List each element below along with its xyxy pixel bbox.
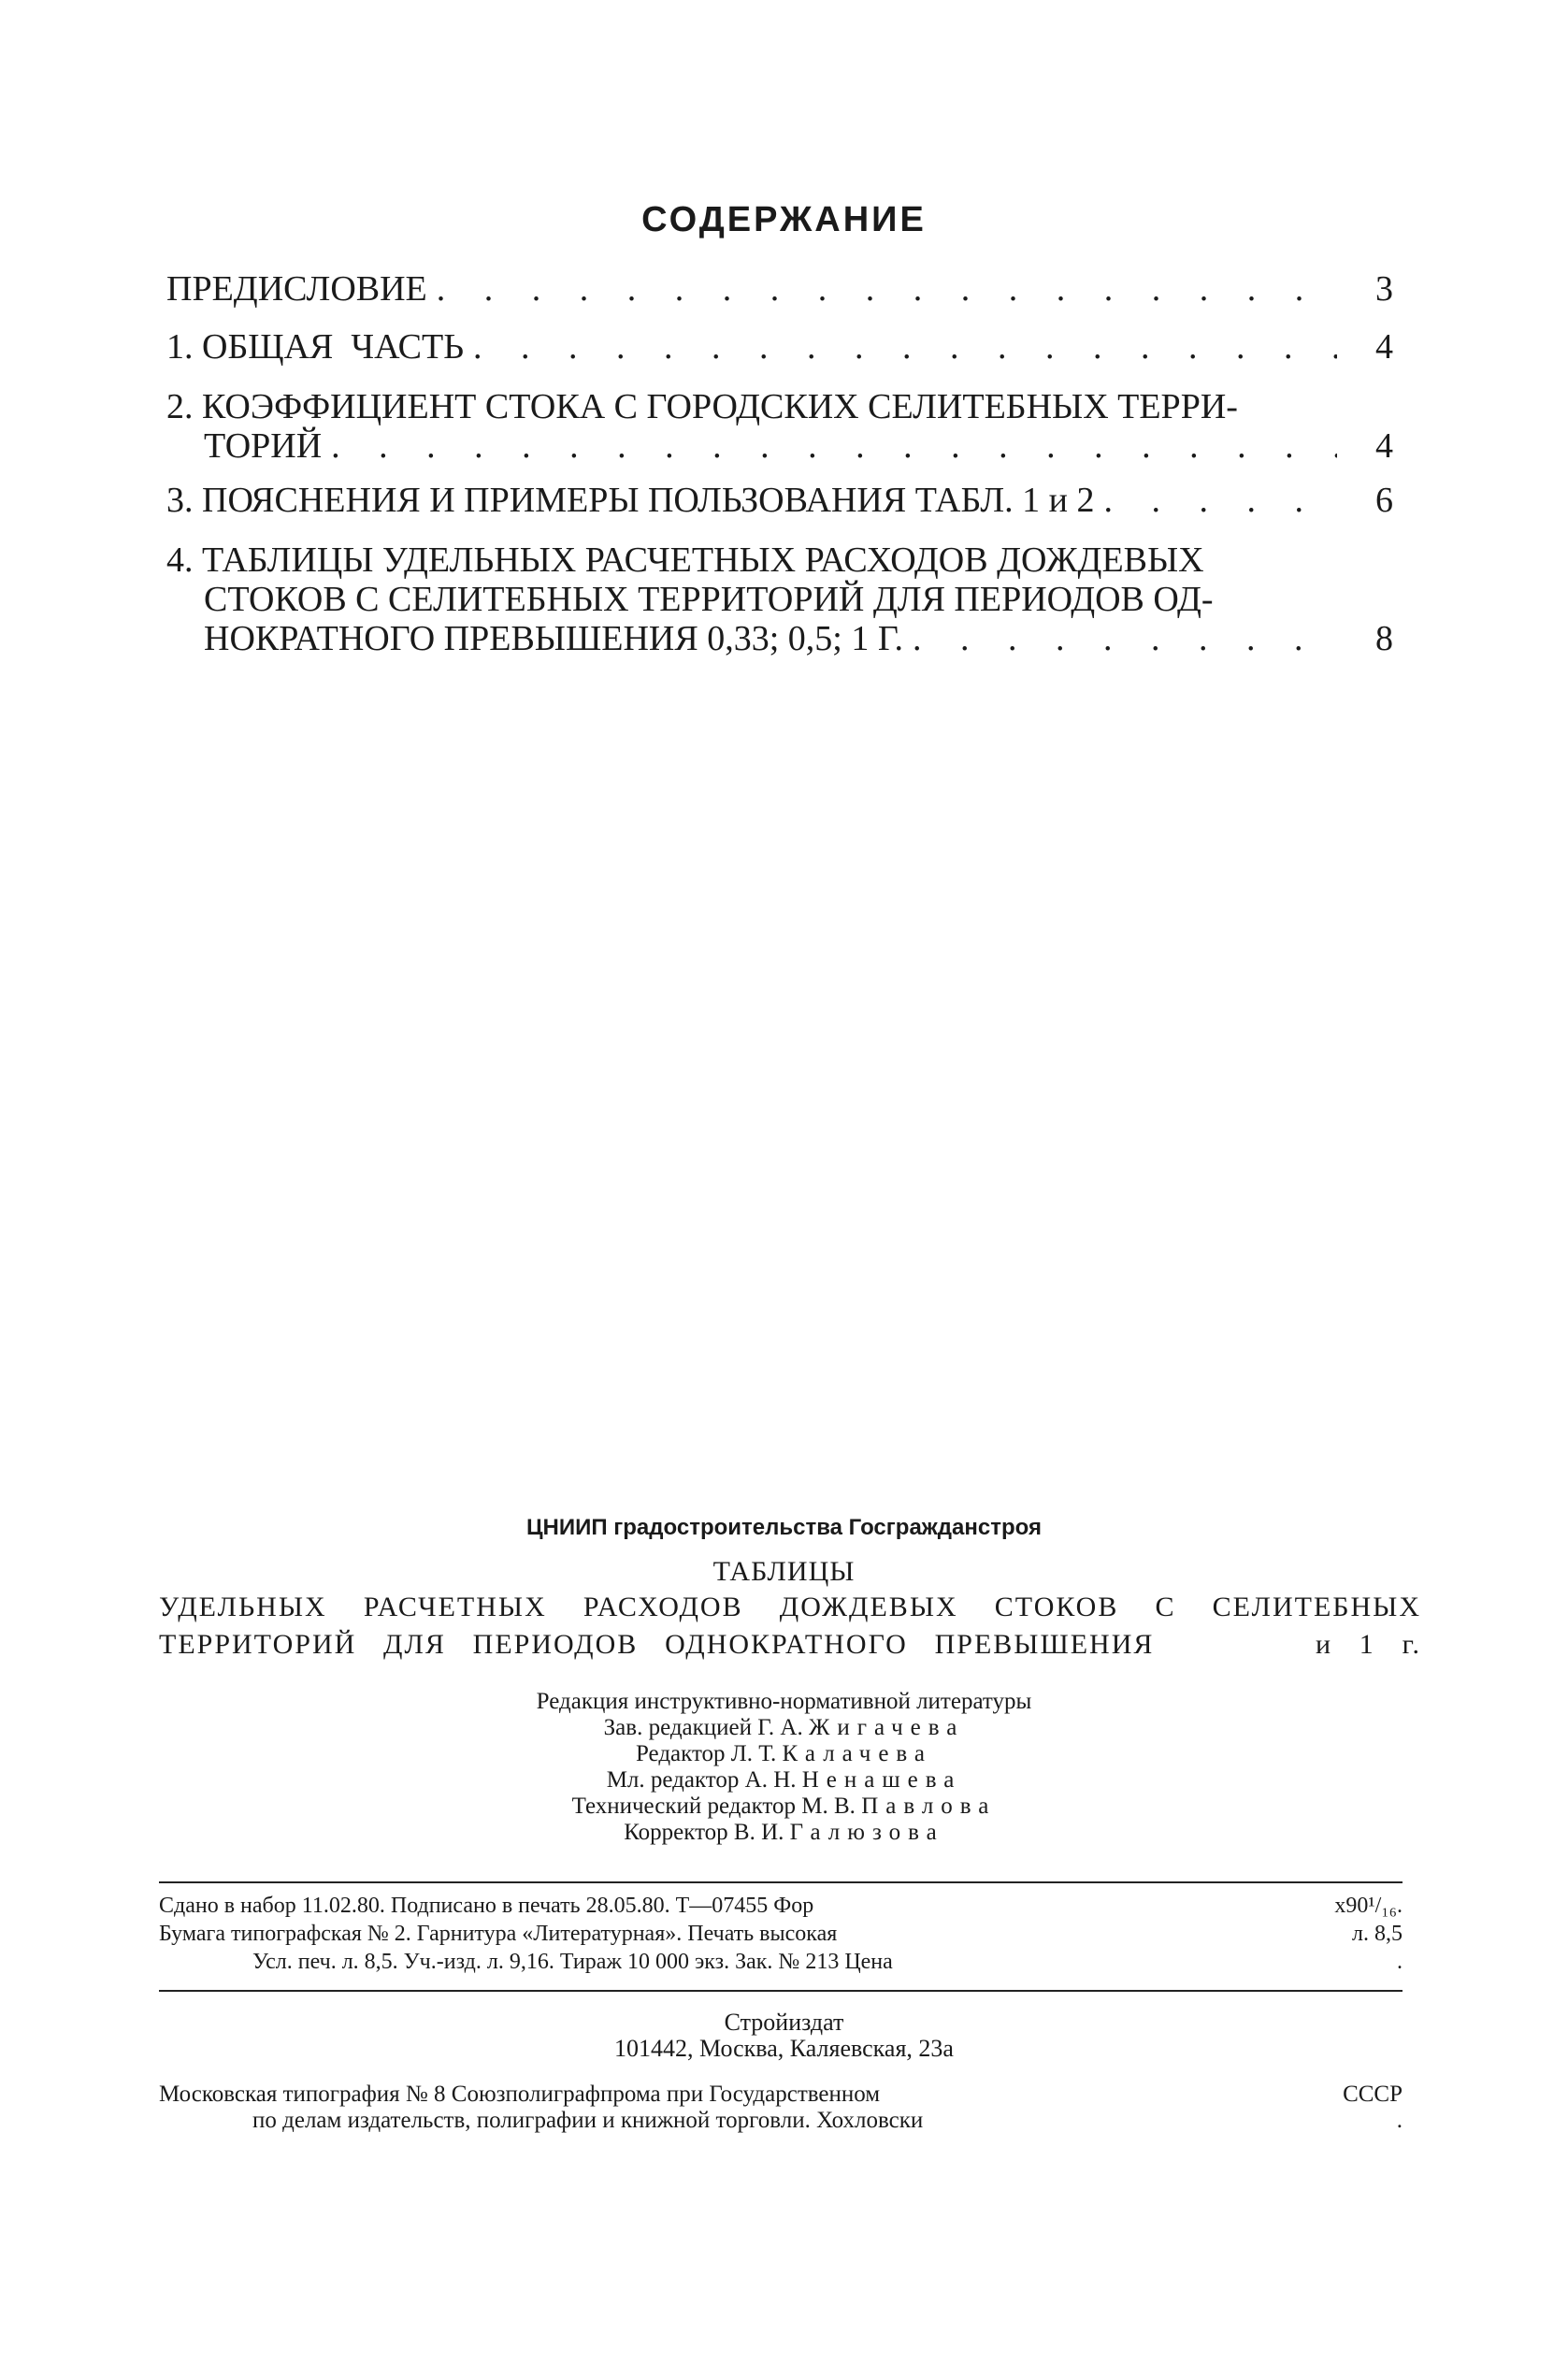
production-line-2 [159,1921,1403,1947]
credit-name: Павлова [861,1794,997,1819]
production-text: Бумага типографская № 2. Гарнитура «Литературная». Печать высокая [159,1922,838,1946]
printer-line-1 [159,2082,1403,2108]
toc-line [166,426,1393,466]
credit-role: Редактор Л. Т. [635,1741,777,1766]
production-line-1 [159,1893,1403,1919]
toc-line [166,327,1393,367]
toc-line [166,619,1393,658]
divider-rule [159,1990,1403,1992]
imprint-title-line-2: ТЕРРИТОРИЙ ДЛЯ ПЕРИОДОВ ОДНОКРАТНОГО ПРЕВЫШЕНИЯ и 1 г. [159,1629,1421,1660]
dot-leader [331,426,1337,466]
printer-text: Московская типография № 8 Союзполиграфпрома при Государственном [159,2082,881,2107]
toc-entry-label: 4. ТАБЛИЦЫ УДЕЛЬНЫХ РАСЧЕТНЫХ РАСХОДОВ ДОЖДЕВЫХ [166,540,1204,580]
toc-entry-explanations [166,481,1393,520]
credit-role: Корректор В. И. [624,1820,784,1845]
credit-editor [0,1741,1568,1767]
imprint-heading: ТАБЛИЦЫ [712,1556,856,1587]
editorial-department: Редакция инструктивно-нормативной литературы [536,1689,1032,1714]
production-text: Усл. печ. л. 8,5. Уч.-изд. л. 9,16. Тираж 10 000 экз. Зак. № 213 Цена [252,1950,893,1974]
toc-entry-general [166,327,1393,367]
credit-technical-editor [0,1794,1568,1820]
printer-text: по делам издательств, полиграфии и книжной торговли. Хохловски [252,2108,924,2133]
toc-line [166,540,1393,580]
toc-entry-label: 2. КОЭФФИЦИЕНТ СТОКА С ГОРОДСКИХ СЕЛИТЕБНЫХ ТЕРРИ- [166,387,1238,426]
production-text-right: л. 8,5 [1352,1922,1403,1946]
dot-leader [913,619,1337,658]
contents-title: СОДЕРЖАНИЕ [641,200,927,239]
production-line-3 [159,1949,1403,1975]
dot-leader [437,269,1337,309]
credit-name: Калачева [782,1741,933,1766]
production-text: Сдано в набор 11.02.80. Подписано в печать 28.05.80. Т—07455 Фор [159,1894,814,1918]
publisher-address: 101442, Москва, Каляевская, 23а [614,2035,954,2062]
toc-entry-label: 3. ПОЯСНЕНИЯ И ПРИМЕРЫ ПОЛЬЗОВАНИЯ ТАБЛ. 1 и 2 [166,481,1095,520]
production-text-right: х90¹/₁₆. [1334,1894,1403,1918]
toc-entry-label: НОКРАТНОГО ПРЕВЫШЕНИЯ 0,33; 0,5; 1 Г. [204,619,904,658]
toc-entry-label: ТОРИЙ [204,426,323,466]
credit-role: Технический редактор М. В. [571,1794,856,1819]
toc-entry-label: СТОКОВ С СЕЛИТЕБНЫХ ТЕРРИТОРИЙ ДЛЯ ПЕРИОДОВ ОД- [204,580,1214,619]
toc-entry-runoff-coefficient [166,387,1393,466]
toc-line [166,580,1393,619]
publisher-name: Стройиздат [724,2009,844,2036]
toc-page-number: 6 [1375,481,1393,520]
credit-name: Ненашева [801,1767,962,1793]
toc-entry-label: 1. ОБЩАЯ ЧАСТЬ [166,327,465,367]
divider-rule [159,1881,1403,1883]
toc-page-number: 3 [1375,269,1393,309]
credit-junior-editor [0,1767,1568,1794]
toc-line [166,269,1393,309]
credit-name: Галюзова [789,1820,944,1845]
printer-text-right: . [1396,2108,1403,2133]
imprint-title-line-1: УДЕЛЬНЫХ РАСЧЕТНЫХ РАСХОДОВ ДОЖДЕВЫХ СТОКОВ С СЕЛИТЕБНЫХ [159,1592,1421,1622]
printer-line-2 [159,2108,1403,2134]
credit-name: Жигачева [808,1715,965,1740]
production-text-right: . [1397,1950,1403,1974]
toc-entry-tables [166,540,1393,658]
toc-line [166,387,1393,426]
credit-head-editor [0,1715,1568,1741]
credit-role: Мл. редактор А. Н. [606,1767,797,1793]
toc-entry-preface [166,269,1393,309]
dot-leader [1103,481,1337,520]
printer-text-right: СССР [1343,2082,1403,2107]
toc-page-number: 4 [1375,327,1393,367]
toc-page-number: 4 [1375,426,1393,466]
credit-proofreader [0,1820,1568,1846]
credit-role: Зав. редакцией Г. А. [603,1715,803,1740]
toc-page-number: 8 [1375,619,1393,658]
organization-name: ЦНИИП градостроительства Госгражданстроя [525,1515,1042,1540]
toc-entry-label: ПРЕДИСЛОВИЕ [166,269,427,309]
dot-leader [473,327,1337,367]
toc-line [166,481,1393,520]
